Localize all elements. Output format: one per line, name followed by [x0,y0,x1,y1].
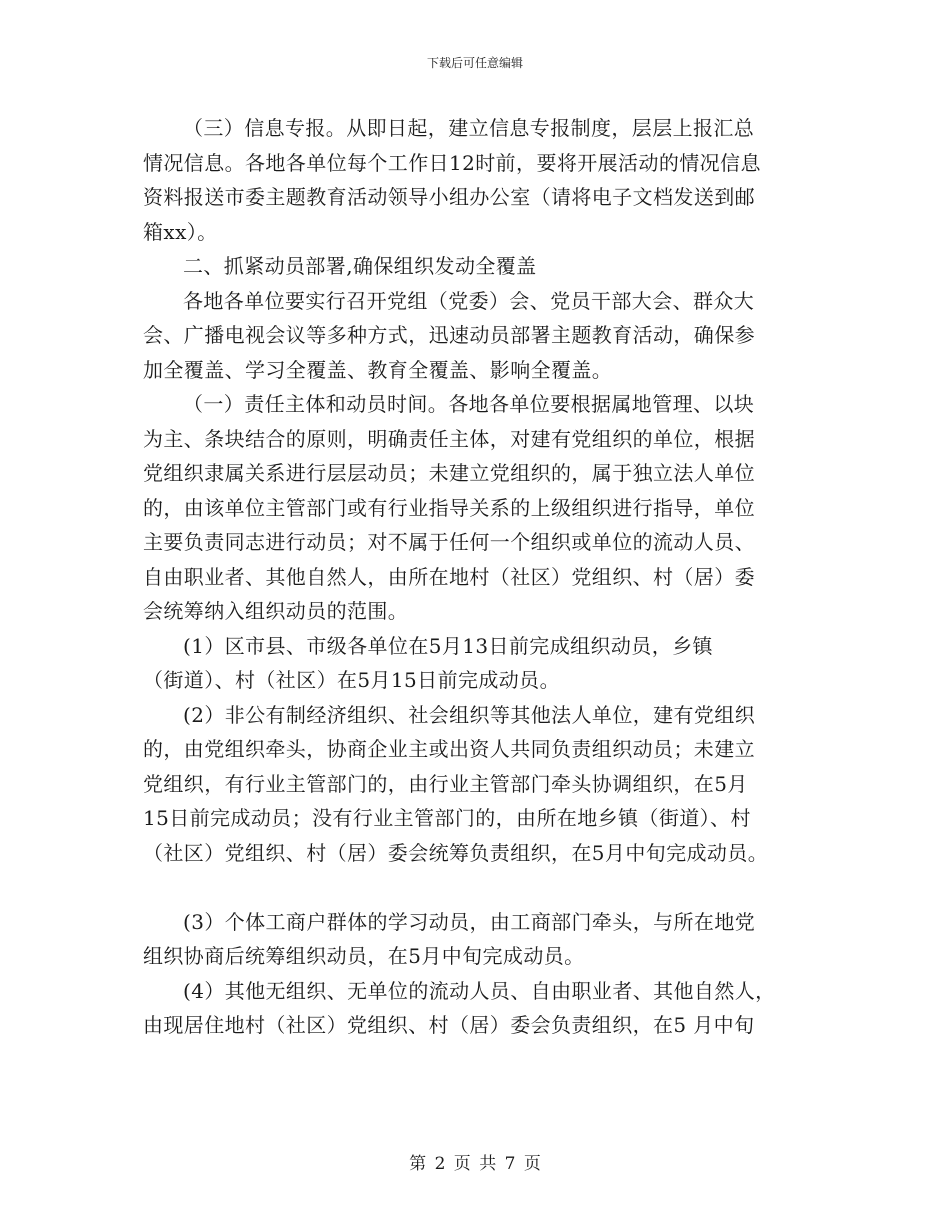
paragraph-line: 加全覆盖、学习全覆盖、教育全覆盖、影响全覆盖。 [143,357,613,382]
section-heading: 二、抓紧动员部署,确保组织发动全覆盖 [183,254,537,278]
paragraph-line: （社区）党组织、村（居）委会统筹负责组织，在5月中旬完成动员。 [143,840,769,865]
paragraph-line: （一）责任主体和动员时间。各地各单位要根据属地管理、以块 [183,392,755,416]
paragraph-line: 的，由该单位主管部门或有行业指导关系的上级组织进行指导，单位 [143,495,755,520]
paragraph-line: 党组织，有行业主管部门的，由行业主管部门牵头协调组织，在5月 [143,771,748,796]
paragraph-line: 为主、条块结合的原则，明确责任主体，对建有党组织的单位，根据 [143,426,755,451]
paragraph-line: 由现居住地村（社区）党组织、村（居）委会负责组织，在5 月中旬 [143,1013,755,1037]
paragraph-line: 各地各单位要实行召开党组（党委）会、党员干部大会、群众大 [183,288,755,313]
paragraph-line: 的，由党组织牵头，协商企业主或出资人共同负责组织动员；未建立 [143,737,755,761]
paragraph-line: 15日前完成动员；没有行业主管部门的，由所在地乡镇（街道）、村 [143,806,751,830]
paragraph-line: 箱xx）。 [143,219,218,244]
page-header-note: 下载后可任意编辑 [426,56,523,70]
paragraph-line: 会、广播电视会议等多种方式，迅速动员部署主题教育活动，确保参 [143,323,755,347]
paragraph-line: （街道）、村（社区）在5月15日前完成动员。 [143,668,560,692]
paragraph-line: (2）非公有制经济组织、社会组织等其他法人单位，建有党组织 [183,702,756,727]
paragraph-line: 情况信息。各地各单位每个工作日12时前，要将开展活动的情况信息 [143,150,761,175]
paragraph-line: (1）区市县、市级各单位在5月13日前完成组织动员，乡镇 [183,633,713,658]
document-body [143,111,823,1043]
paragraph-line: 组织协商后统筹组织动员，在5月中旬完成动员。 [143,944,585,968]
paragraph-line: 会统筹纳入组织动员的范围。 [143,599,409,623]
blank-line [143,870,823,905]
paragraph-line: 主要负责同志进行动员；对不属于任何一个组织或单位的流动人员、 [143,530,755,554]
paragraph-line: 资料报送市委主题教育活动领导小组办公室（请将电子文档发送到邮 [143,185,755,209]
paragraph-line: 自由职业者、其他自然人，由所在地村（社区）党组织、村（居）委 [143,564,755,589]
paragraph-line: (3）个体工商户群体的学习动员，由工商部门牵头，与所在地党 [183,909,756,934]
paragraph-line: (4）其他无组织、无单位的流动人员、自由职业者、其他自然人， [183,978,776,1003]
paragraph-line: 党组织隶属关系进行层层动员；未建立党组织的，属于独立法人单位 [143,461,755,485]
paragraph-line: （三）信息专报。从即日起，建立信息专报制度，层层上报汇总 [183,116,755,140]
page-number-footer: 第 2 页 共 7 页 [409,1154,541,1174]
